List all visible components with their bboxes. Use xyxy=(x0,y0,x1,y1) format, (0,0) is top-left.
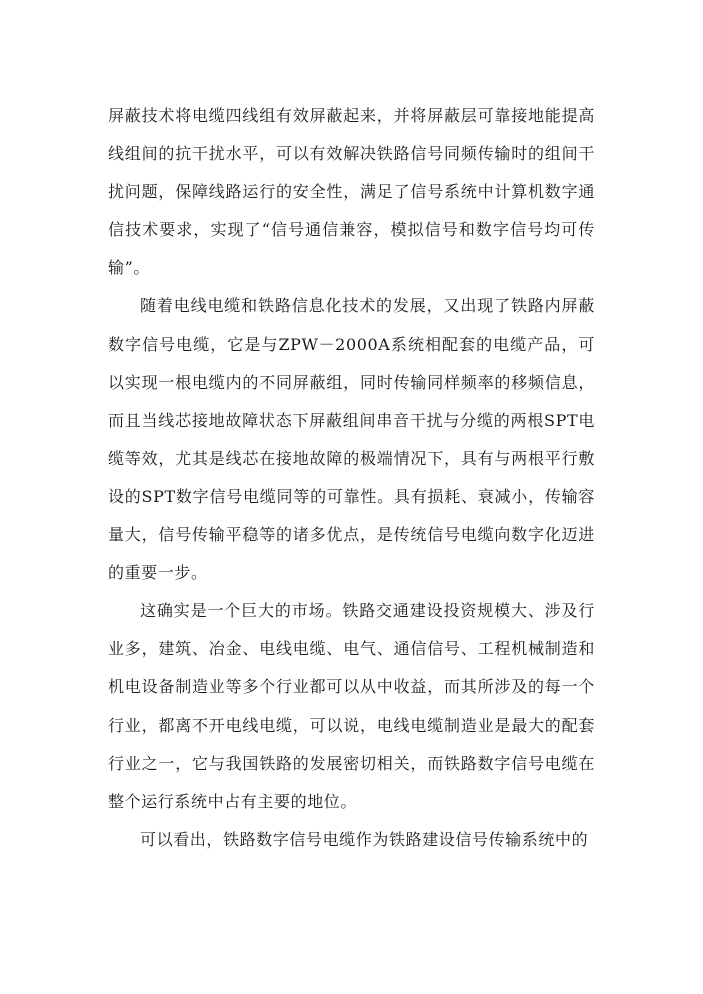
paragraph-conclusion: 可以看出，铁路数字信号电缆作为铁路建设信号传输系统中的 xyxy=(140,829,589,849)
paragraph-cable-development: 随着电线电缆和铁路信息化技术的发展，又出现了铁路内屏蔽数字信号电缆，它是与ZPW－2000A系统相配套的电缆产品，可以实现一根电缆内的不同屏蔽组，同时传输同样频率的移频信息，而且当线芯接地故障状态下屏蔽组间串音干扰与分缆的两根SPT电缆等效，尤其是线芯在接地故障的极端情况下，具有与两根平行敷设的SPT数字信号电缆同等的可靠性。具有损耗、衰减小，传输容量大，信号传输平稳等的诸多优点，是传统信号电缆向数字化迈进的重要一步。 xyxy=(108,296,595,583)
paragraph-continued: 屏蔽技术将电缆四线组有效屏蔽起来，并将屏蔽层可靠接地能提高线组间的抗干扰水平，可以有效解决铁路信号同频传输时的组间干扰问题，保障线路运行的安全性，满足了信号系统中计算机数字通信技术要求，实现了“信号通信兼容，模拟信号和数字信号均可传输”。 xyxy=(108,106,595,278)
paragraph-market: 这确实是一个巨大的市场。铁路交通建设投资规模大、涉及行业多，建筑、冶金、电线电缆、电气、通信信号、工程机械制造和机电设备制造业等多个行业都可以从中收益，而其所涉及的每一个行业，都离不开电线电缆，可以说，电线电缆制造业是最大的配套行业之一，它与我国铁路的发展密切相关，而铁路数字信号电缆在整个运行系统中占有主要的地位。 xyxy=(108,601,595,811)
body-text xyxy=(108,97,595,859)
